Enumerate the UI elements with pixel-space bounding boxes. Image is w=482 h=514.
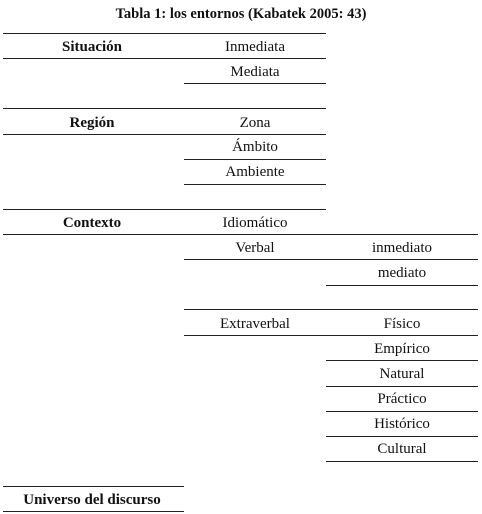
rule-empirico <box>326 360 478 361</box>
label-contexto: Contexto <box>62 215 122 231</box>
rule-natural <box>326 386 478 387</box>
label-universo: Universo del discurso <box>23 492 161 508</box>
label-zona: Zona <box>239 115 271 131</box>
rule-ambito <box>184 159 326 160</box>
rule-situacion <box>3 58 326 59</box>
table-title: Tabla 1: los entornos (Kabatek 2005: 43) <box>115 6 367 22</box>
label-cultural: Cultural <box>377 441 427 457</box>
label-idiomatico: Idiomático <box>222 215 288 231</box>
label-inmediato: inmediato <box>372 240 432 256</box>
rule-top <box>3 33 326 34</box>
rule-universo <box>3 511 184 512</box>
rule-extraverbal-top <box>184 309 478 310</box>
label-historico: Histórico <box>374 416 430 432</box>
label-empirico: Empírico <box>374 341 430 357</box>
rule-mediato <box>326 285 478 286</box>
rule-cultural <box>326 461 478 462</box>
label-verbal: Verbal <box>235 240 275 256</box>
label-practico: Práctico <box>377 391 427 407</box>
rule-ambiente <box>184 184 326 185</box>
rule-historico <box>326 436 478 437</box>
rule-verbal <box>184 259 478 260</box>
label-extraverbal: Extraverbal <box>220 316 290 332</box>
label-inmediata: Inmediata <box>225 39 285 55</box>
label-situacion: Situación <box>61 39 122 55</box>
rule-region <box>3 134 326 135</box>
label-mediato: mediato <box>377 265 427 281</box>
label-ambito: Ámbito <box>232 139 278 155</box>
label-region: Región <box>69 115 115 131</box>
rule-contexto-top <box>3 209 326 210</box>
label-ambiente: Ambiente <box>225 164 285 180</box>
label-mediata: Mediata <box>230 64 280 80</box>
rule-extraverbal <box>184 335 478 336</box>
label-natural: Natural <box>379 366 425 382</box>
rule-practico <box>326 411 478 412</box>
label-fisico: Físico <box>383 316 421 332</box>
rule-region-top <box>3 108 326 109</box>
rule-contexto <box>3 234 478 235</box>
rule-mediata <box>184 83 326 84</box>
rule-universo-top <box>3 486 184 487</box>
